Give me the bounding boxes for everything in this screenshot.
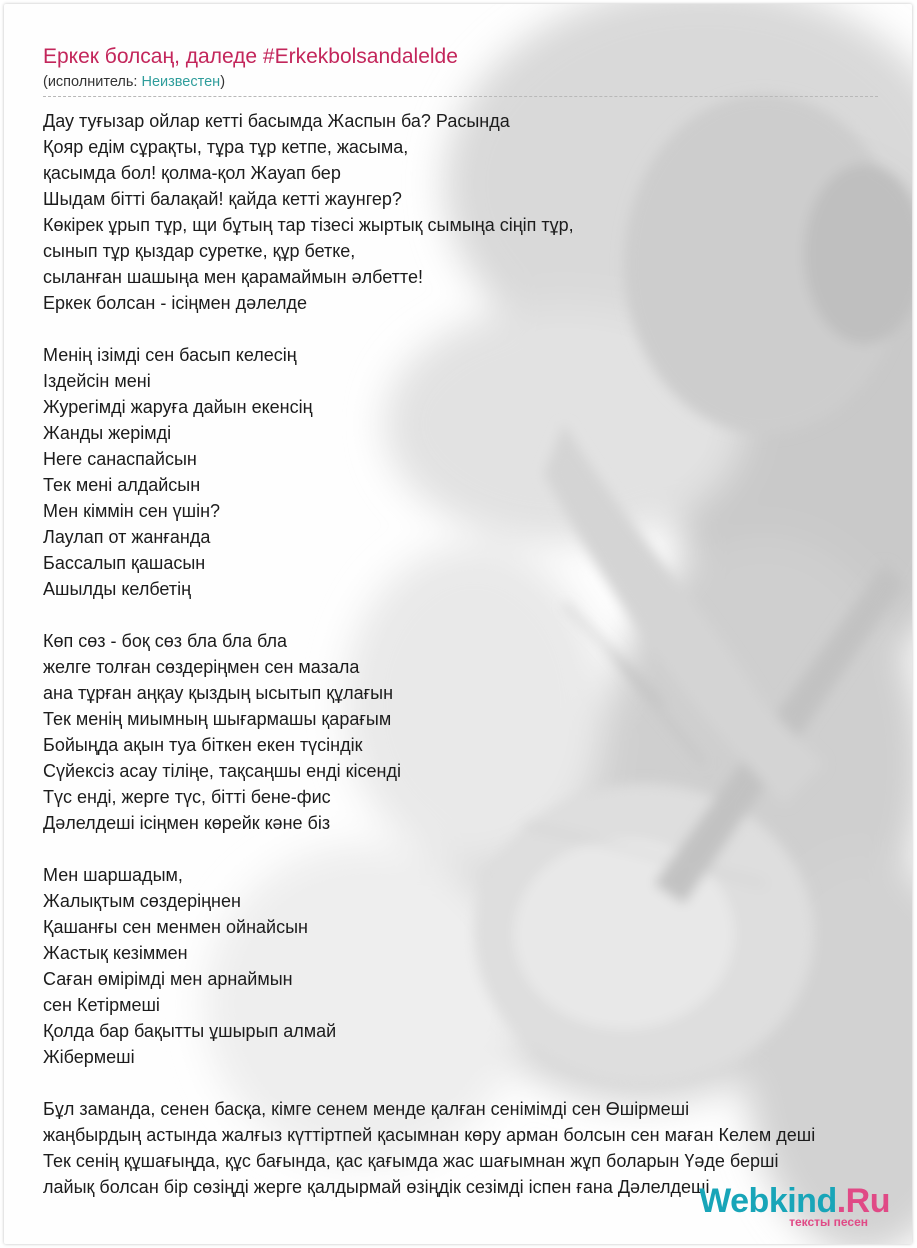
lyrics-line: Мен кіммін сен үшін?: [43, 501, 221, 521]
lyrics-line: Мен шаршадым,: [43, 865, 183, 885]
artist-suffix: ): [220, 74, 226, 90]
lyrics-line: Жалықтым сөздеріңнен: [43, 891, 241, 911]
lyrics-line: Еркек болсан - ісіңмен дәлелде: [43, 293, 308, 313]
page-frame: [4, 4, 912, 1244]
lyrics-line: Тек мені алдайсын: [43, 475, 201, 495]
lyrics-line: Жанды жерімді: [43, 423, 172, 443]
webkind-logo[interactable]: [699, 1184, 890, 1229]
lyrics-line: Бұл заманда, сенен басқа, кімге сенем менде қалған сенімімді сен Өшірмеші: [43, 1099, 690, 1119]
lyrics-line: Көп сөз - боқ сөз бла бла бла: [43, 631, 288, 651]
lyrics-stanza: [43, 628, 912, 836]
lyrics-line: қасымда бол! қолма-қол Жауап бер: [43, 163, 341, 183]
lyrics-line: Көкірек ұрып тұр, щи бұтың тар тізесі жыртық сымыңа сіңіп тұр,: [43, 215, 574, 235]
lyrics-line: ана тұрған аңқау қыздың ысытып құлағын: [43, 683, 394, 703]
artist-link[interactable]: Неизвестен: [141, 74, 221, 90]
lyrics-line: Тек сенің құшағыңда, құс бағында, қас қағымда жас шағымнан жұп боларын Үәде берші: [43, 1151, 779, 1171]
lyrics-stanza: [43, 108, 912, 316]
title-divider: [43, 96, 878, 97]
lyrics-stanza: [43, 342, 912, 602]
lyrics-line: Шыдам бітті балақай! қайда кетті жаунгер?: [43, 189, 402, 209]
lyrics-line: желге толған сөздеріңмен сен мазала: [43, 657, 360, 677]
lyrics-line: Дәлелдеші ісіңмен көрейк кәне біз: [43, 813, 331, 833]
lyrics-line: Журегімді жаруға дайын екенсің: [43, 397, 313, 417]
lyrics-line: Сүйексіз асау тіліңе, тақсаңшы енді кісенді: [43, 761, 401, 781]
lyrics-line: Іздейсін мені: [43, 371, 151, 391]
lyrics-line: Түс енді, жерге түс, бітті бене-фис: [43, 787, 331, 807]
artist-line: [43, 74, 225, 90]
artist-prefix: (исполнитель:: [43, 74, 142, 90]
lyrics-line: Ашылды келбетің: [43, 579, 192, 599]
lyrics-line: Қояр едім сұрақты, тұра тұр кетпе, жасыма,: [43, 137, 409, 157]
lyrics-line: лайық болсан бір сөзіңді жерге қалдырмай өзіңдік сезімді іспен ғана Дәлелдеші: [43, 1177, 710, 1197]
lyrics-line: сыланған шашыңа мен қарамаймын әлбетте!: [43, 267, 423, 287]
lyrics-line: жаңбырдың астында жалғыз күттіртпей қасымнан көру арман болсын сен маған Келем деші: [43, 1125, 816, 1145]
lyrics-line: сынып тұр қыздар суретке, құр бетке,: [43, 241, 356, 261]
logo-web-text: Webkind: [699, 1182, 837, 1220]
lyrics-line: Саған өмірімді мен арнаймын: [43, 969, 293, 989]
lyrics-line: Менің ізімді сен басып келесің: [43, 345, 297, 365]
logo-subtitle: тексты песен: [789, 1215, 868, 1229]
logo-ru-text: .Ru: [836, 1182, 890, 1220]
lyrics-body: [43, 108, 912, 1226]
lyrics-line: Бассалып қашасын: [43, 553, 206, 573]
lyrics-line: Қолда бар бақытты ұшырып алмай: [43, 1021, 337, 1041]
lyrics-line: Бойыңда ақын туа біткен екен түсіндік: [43, 735, 363, 755]
lyrics-line: Неге санаспайсын: [43, 449, 197, 469]
lyrics-line: Қашанғы сен менмен ойнайсын: [43, 917, 308, 937]
lyrics-line: Жібермеші: [43, 1047, 135, 1067]
lyrics-line: сен Кетірмеші: [43, 995, 160, 1015]
lyrics-stanza: [43, 862, 912, 1070]
lyrics-line: Жастық кезіммен: [43, 943, 188, 963]
lyrics-line: Тек менің миымның шығармашы қарағым: [43, 709, 392, 729]
song-title: Еркек болсаң, даледе #Erkekbolsandalelde: [43, 45, 458, 68]
lyrics-line: Лаулап от жанғанда: [43, 527, 211, 547]
lyrics-line: Дау туғызар ойлар кетті басымда Жаспын ба? Расында: [43, 111, 510, 131]
